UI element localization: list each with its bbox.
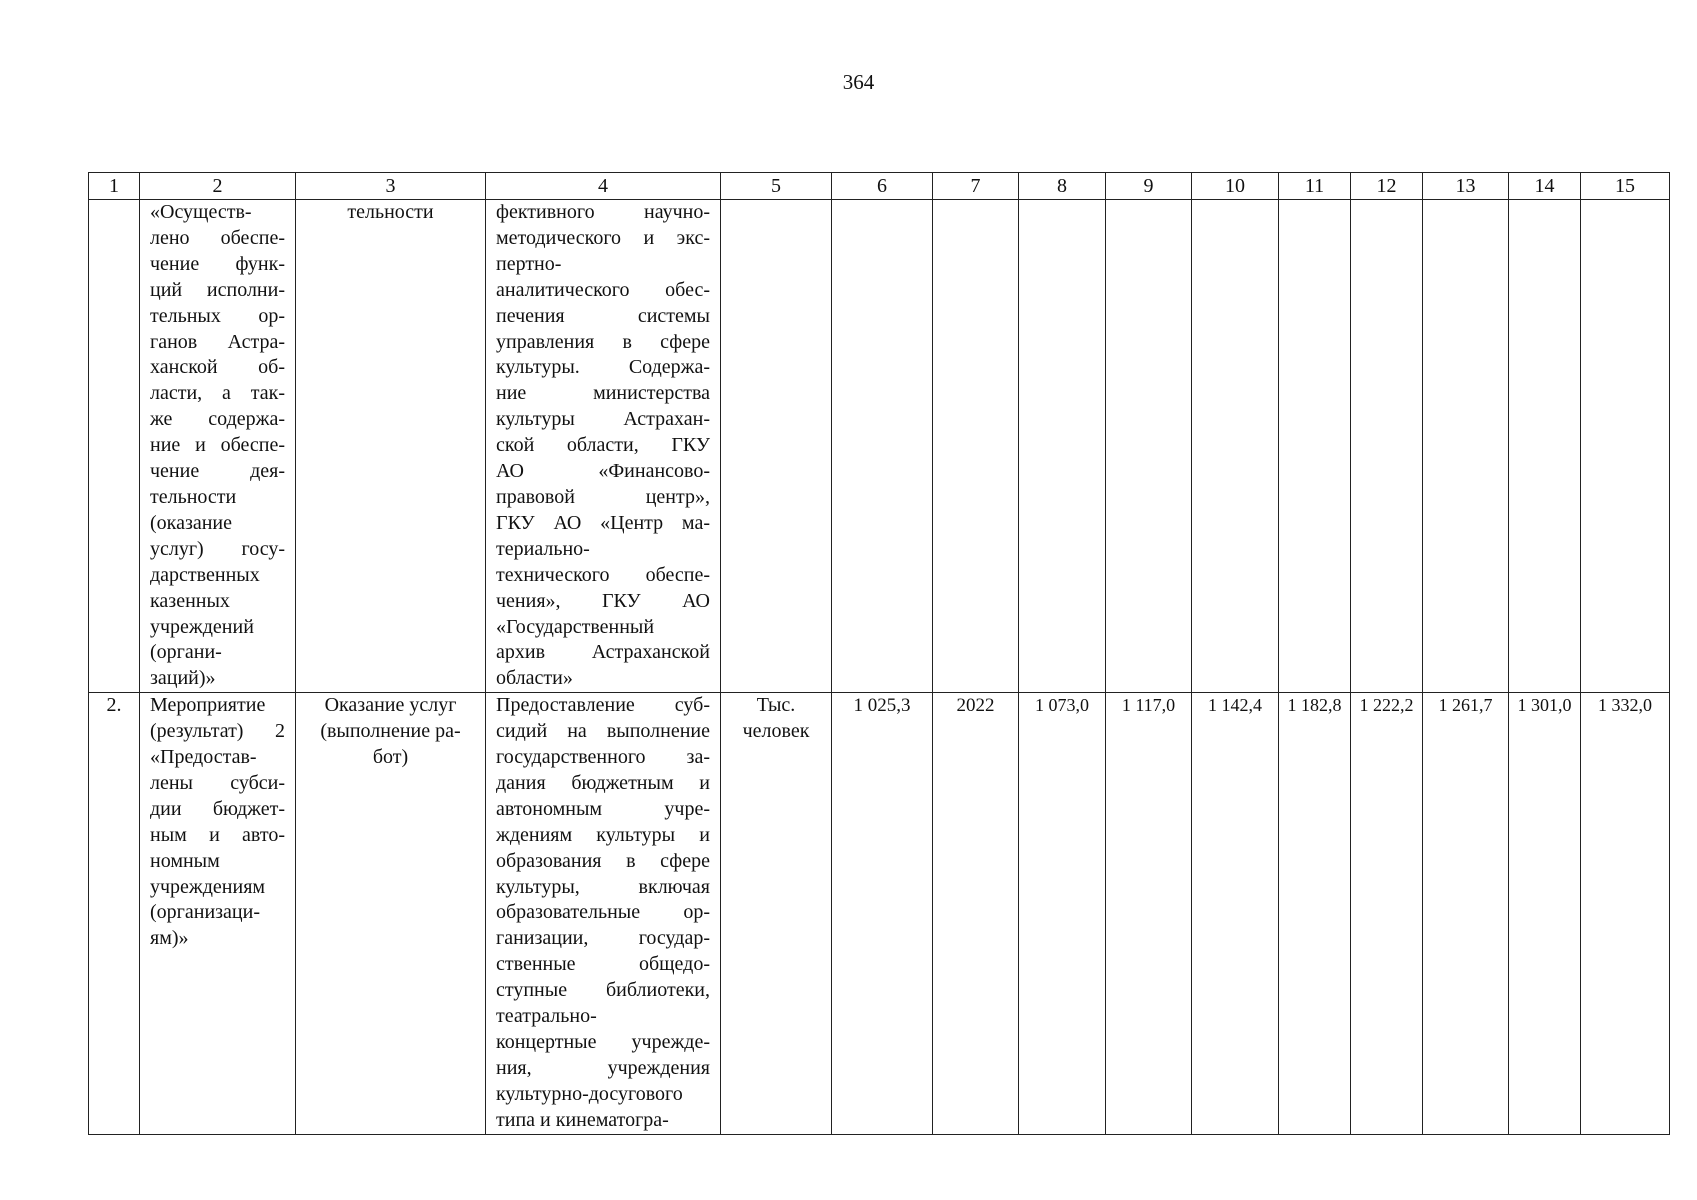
value-cell-c10: 1 142,4 xyxy=(1192,693,1279,1134)
col4_lines-text-line: технического обеспе- xyxy=(496,563,710,586)
col4_lines-text-line: типа и кинематогра- xyxy=(496,1108,669,1131)
value-cell-c9 xyxy=(1106,200,1192,693)
value-cell-c13: 1 261,7 xyxy=(1423,693,1509,1134)
col2_lines-text-line: (организаци- xyxy=(150,901,260,924)
col2_lines-text-line: ханской об- xyxy=(150,356,285,379)
col4_lines-text-line: ганизации, государ- xyxy=(496,927,710,950)
value-cell-c7: 2022 xyxy=(933,693,1019,1134)
value-cell-c14: 1 301,0 xyxy=(1509,693,1581,1134)
col4_lines-text-line: ступные библиотеки, xyxy=(496,979,710,1002)
column-header-6: 6 xyxy=(832,173,933,200)
col4_lines-text-line: чения», ГКУ АО xyxy=(496,589,710,612)
col4_lines-text-line: Предоставление суб- xyxy=(496,694,710,717)
column-header-12: 12 xyxy=(1351,173,1423,200)
col4_lines-text-line: ния, учреждения xyxy=(496,1056,710,1079)
col2_lines-text-line: дии бюджет- xyxy=(150,797,285,820)
value-cell-c9: 1 117,0 xyxy=(1106,693,1192,1134)
col5_lines-cell xyxy=(721,200,832,693)
value-cell-c11 xyxy=(1279,200,1351,693)
col2_lines-text-line: (результат) 2 xyxy=(150,720,285,743)
table-row xyxy=(89,200,1670,693)
data-table xyxy=(88,172,1670,1135)
col4_lines-text-line: ской области, ГКУ xyxy=(496,434,710,457)
col4_lines-text-line: пертно- xyxy=(496,252,562,275)
col4_lines-text-line: культуры Астрахан- xyxy=(496,408,710,431)
column-header-9: 9 xyxy=(1106,173,1192,200)
column-header-10: 10 xyxy=(1192,173,1279,200)
value-cell-c12 xyxy=(1351,200,1423,693)
col4_lines-text-line: сидий на выполнение xyxy=(496,720,710,743)
col2_lines-text-line: тельных ор- xyxy=(150,304,285,327)
col4_lines-text-line: ждениям культуры и xyxy=(496,823,710,846)
col4_lines-text-line: «Государственный xyxy=(496,615,655,638)
col2_lines-text-line: же содержа- xyxy=(150,408,285,431)
col4_lines-text-line: культуры. Содержа- xyxy=(496,356,710,379)
value-cell-c10 xyxy=(1192,200,1279,693)
col2_lines-text-line: «Предостав- xyxy=(150,746,257,769)
column-header-4: 4 xyxy=(486,173,721,200)
col2_lines-text-line: ние и обеспе- xyxy=(150,434,285,457)
col2_lines-text-line: заций)» xyxy=(150,667,216,690)
col5_lines-text-line: человек xyxy=(742,720,810,743)
row-number-cell: 2. xyxy=(89,693,140,1134)
col2_lines-text-line: учреждениям xyxy=(150,875,266,898)
col2_lines-cell xyxy=(140,693,296,1134)
col5_lines-cell xyxy=(721,693,832,1134)
col2_lines-text-line: Мероприятие xyxy=(150,694,266,717)
col2_lines-text-line: (оказание xyxy=(150,511,233,534)
col4_lines-text-line: архив Астраханской xyxy=(496,641,710,664)
col2_lines-text-line: ным и авто- xyxy=(150,823,285,846)
column-header-14: 14 xyxy=(1509,173,1581,200)
value-cell-c8: 1 073,0 xyxy=(1019,693,1106,1134)
col4_lines-text-line: концертные учрежде- xyxy=(496,1031,710,1053)
value-cell-c8 xyxy=(1019,200,1106,693)
value-cell-c11: 1 182,8 xyxy=(1279,693,1351,1134)
col4_lines-text-line: образовательные ор- xyxy=(496,901,710,924)
table-body xyxy=(89,200,1670,1135)
column-header-13: 13 xyxy=(1423,173,1509,200)
col5_lines-text-line: Тыс. xyxy=(756,694,796,717)
col2_lines-text-line: чение функ- xyxy=(150,252,285,275)
col2_lines-text-line: «Осуществ- xyxy=(150,201,252,223)
col4_lines-text-line: правовой центр», xyxy=(496,485,710,508)
value-cell-c7 xyxy=(933,200,1019,693)
col4_lines-text-line: печения системы xyxy=(496,304,710,327)
col3_lines-text-line: (выполнение ра- xyxy=(320,720,461,743)
col2_lines-text-line: тельности xyxy=(150,485,237,508)
row-number-cell xyxy=(89,200,140,693)
table-row xyxy=(89,693,1670,1134)
column-header-5: 5 xyxy=(721,173,832,200)
col2_lines-text-line: ям)» xyxy=(150,927,189,950)
col4_lines-text-line: АО «Финансово- xyxy=(496,460,710,483)
col2_lines-text-line: лено обеспе- xyxy=(150,226,285,249)
col4_lines-text-line: методического и экс- xyxy=(496,226,710,249)
col4_lines-text-line: аналитического обес- xyxy=(496,278,710,301)
column-header-1: 1 xyxy=(89,173,140,200)
col4_lines-text-line: области» xyxy=(496,667,573,690)
col4_lines-text-line: фективного научно- xyxy=(496,201,710,223)
col4_lines-text-line: культурно-досугового xyxy=(496,1082,683,1105)
col3_lines-text-line: бот) xyxy=(372,746,409,769)
col2_lines-text-line: ласти, а так- xyxy=(150,382,285,405)
col2_lines-text-line: лены субси- xyxy=(150,771,285,794)
value-cell-c12: 1 222,2 xyxy=(1351,693,1423,1134)
col4_lines-cell xyxy=(486,200,721,693)
column-header-7: 7 xyxy=(933,173,1019,200)
col2_lines-text-line: (органи- xyxy=(150,641,222,664)
col4_lines-text-line: ственные общедо- xyxy=(496,953,710,976)
column-header-15: 15 xyxy=(1581,173,1670,200)
value-cell-c13 xyxy=(1423,200,1509,693)
col4_lines-text-line: государственного за- xyxy=(496,746,710,769)
page-number: 364 xyxy=(842,70,875,94)
col2_lines-text-line: учреждений xyxy=(150,615,254,638)
col3_lines-cell xyxy=(296,693,486,1134)
col4_lines-text-line: театрально- xyxy=(496,1005,597,1028)
value-cell-c14 xyxy=(1509,200,1581,693)
col4_lines-text-line: культуры, включая xyxy=(496,875,710,898)
col2_lines-text-line: дарственных xyxy=(150,563,260,586)
col3_lines-cell xyxy=(296,200,486,693)
col3_lines-text-line: Оказание услуг xyxy=(324,694,457,717)
col4_lines-text-line: ГКУ АО «Центр ма- xyxy=(496,511,710,534)
col4_lines-text-line: дания бюджетным и xyxy=(496,771,710,794)
value-cell-c15: 1 332,0 xyxy=(1581,693,1670,1134)
col2_lines-text-line: ганов Астра- xyxy=(150,330,285,353)
col4_lines-cell xyxy=(486,693,721,1134)
column-header-3: 3 xyxy=(296,173,486,200)
col4_lines-text-line: териально- xyxy=(496,537,590,560)
col4_lines-text-line: образования в сфере xyxy=(496,849,710,872)
value-cell-c6: 1 025,3 xyxy=(832,693,933,1134)
column-header-11: 11 xyxy=(1279,173,1351,200)
col2_lines-text-line: чение дея- xyxy=(150,460,285,483)
col4_lines-text-line: автономным учре- xyxy=(496,797,710,820)
col2_lines-text-line: ций исполни- xyxy=(150,278,285,301)
col3_lines-text-line: тельности xyxy=(347,201,434,223)
col2_lines-text-line: казенных xyxy=(150,589,230,612)
col2_lines-text-line: номным xyxy=(150,849,220,872)
value-cell-c15 xyxy=(1581,200,1670,693)
col2_lines-cell xyxy=(140,200,296,693)
header-row xyxy=(89,173,1670,200)
column-header-8: 8 xyxy=(1019,173,1106,200)
column-header-2: 2 xyxy=(140,173,296,200)
col4_lines-text-line: управления в сфере xyxy=(496,330,710,353)
value-cell-c6 xyxy=(832,200,933,693)
col4_lines-text-line: ние министерства xyxy=(496,382,710,405)
col2_lines-text-line: услуг) госу- xyxy=(150,537,285,560)
